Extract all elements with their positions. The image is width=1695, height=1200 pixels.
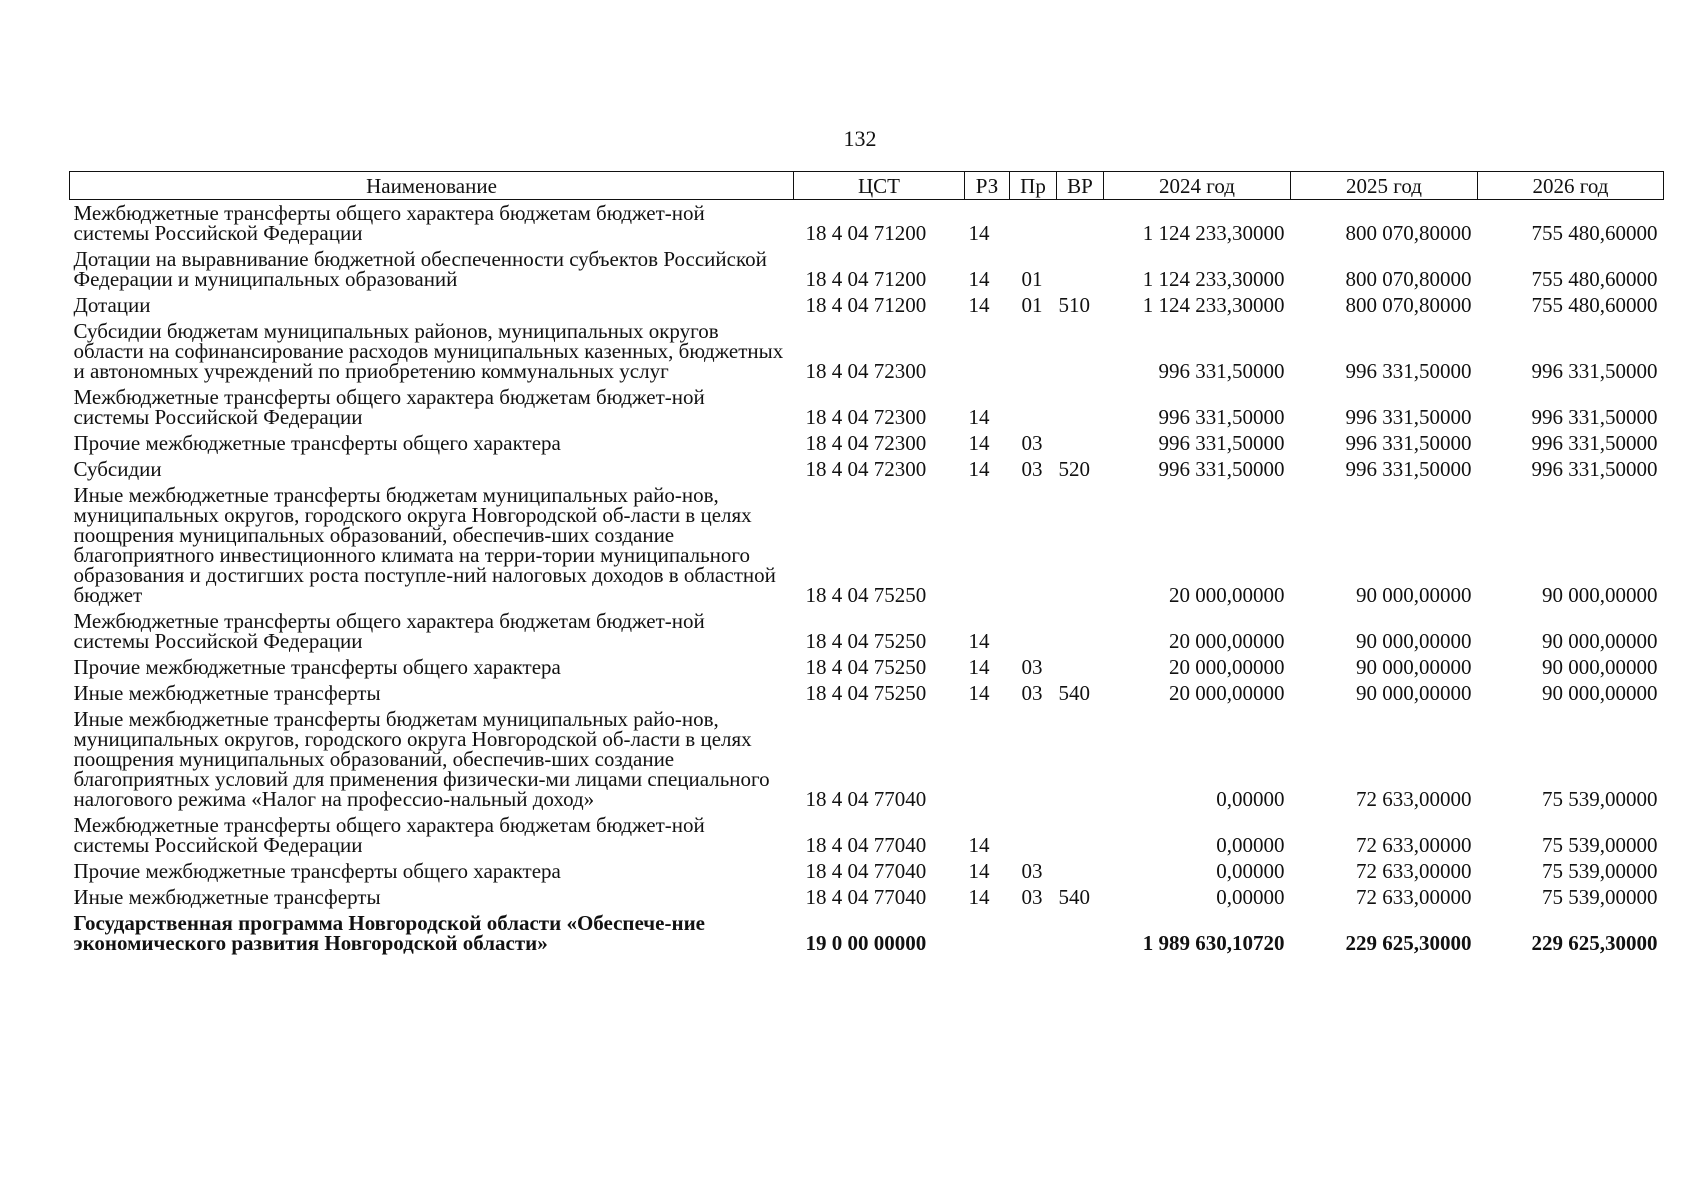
header-2025: 2025 год (1291, 172, 1478, 200)
row-pr: 03 (1021, 655, 1043, 679)
row-vr (1057, 318, 1104, 384)
row-value-2024: 20 000,00000 (1169, 681, 1285, 705)
row-value-2026: 996 331,50000 (1531, 405, 1658, 429)
row-value-2025: 72 633,00000 (1356, 885, 1472, 909)
header-2024: 2024 год (1104, 172, 1291, 200)
row-vr (1057, 246, 1104, 292)
row-value-2024: 1 989 630,10720 (1142, 931, 1285, 955)
row-pr (1010, 608, 1057, 654)
row-value-2025: 90 000,00000 (1356, 583, 1472, 607)
row-value-2026: 75 539,00000 (1542, 885, 1658, 909)
row-rz: 14 (968, 681, 990, 705)
row-cst: 18 4 04 72300 (805, 457, 927, 481)
table-header (70, 172, 1664, 200)
row-value-2024: 1 124 233,30000 (1142, 267, 1285, 291)
row-value-2025: 72 633,00000 (1356, 787, 1472, 811)
row-name: Межбюджетные трансферты общего характера бюджетам бюджет-ной системы Российской Федерации (73, 609, 705, 653)
row-cst: 18 4 04 75250 (805, 655, 927, 679)
row-value-2026: 90 000,00000 (1542, 583, 1658, 607)
row-rz (965, 910, 1010, 956)
row-cst: 18 4 04 75250 (805, 629, 927, 653)
table-row (70, 456, 1664, 482)
row-value-2025: 996 331,50000 (1345, 431, 1472, 455)
row-value-2026: 75 539,00000 (1542, 833, 1658, 857)
row-rz: 14 (968, 457, 990, 481)
table-row (70, 608, 1664, 654)
header-2026: 2026 год (1478, 172, 1664, 200)
header-cst: ЦСТ (794, 172, 965, 200)
row-value-2024: 20 000,00000 (1169, 629, 1285, 653)
row-vr (1057, 706, 1104, 812)
row-pr: 03 (1021, 885, 1043, 909)
row-pr: 03 (1021, 681, 1043, 705)
row-vr: 510 (1058, 293, 1090, 317)
row-cst: 18 4 04 71200 (805, 221, 927, 245)
row-cst: 18 4 04 77040 (805, 859, 927, 883)
row-name: Прочие межбюджетные трансферты общего характера (73, 431, 561, 455)
table-row (70, 200, 1664, 247)
row-pr (1010, 910, 1057, 956)
header-rz: РЗ (965, 172, 1010, 200)
row-rz: 14 (968, 885, 990, 909)
row-name: Иные межбюджетные трансферты бюджетам муниципальных райо-нов, муниципальных округов, городского округа Новгородской об-ласти в целях поощрения муниципальных образований, обеспечив-ших создание благоприятного инвестиционного климата на терри-тории муниципального образования и достигших роста поступле-ний налоговых доходов в областной бюджет (73, 483, 776, 607)
row-value-2025: 90 000,00000 (1356, 629, 1472, 653)
row-pr (1010, 706, 1057, 812)
row-value-2026: 755 480,60000 (1531, 293, 1658, 317)
row-pr: 03 (1021, 431, 1043, 455)
row-value-2026: 755 480,60000 (1531, 221, 1658, 245)
row-cst: 18 4 04 77040 (805, 833, 927, 857)
row-rz: 14 (968, 221, 990, 245)
row-name: Иные межбюджетные трансферты бюджетам муниципальных райо-нов, муниципальных округов, городского округа Новгородской об-ласти в целях поощрения муниципальных образований, обеспечив-ших создание благоприятных условий для применения физически-ми лицами специального налогового режима «Налог на профессио-нальный доход» (73, 707, 770, 811)
row-name: Прочие межбюджетные трансферты общего характера (73, 859, 561, 883)
row-cst: 18 4 04 72300 (805, 405, 927, 429)
row-name: Межбюджетные трансферты общего характера бюджетам бюджет-ной системы Российской Федерации (73, 201, 705, 245)
row-value-2025: 996 331,50000 (1345, 457, 1472, 481)
row-vr (1057, 384, 1104, 430)
row-value-2024: 1 124 233,30000 (1142, 221, 1285, 245)
row-value-2024: 0,00000 (1216, 833, 1285, 857)
row-pr: 01 (1021, 267, 1043, 291)
row-vr (1057, 200, 1104, 247)
row-name: Субсидии бюджетам муниципальных районов, муниципальных округов области на софинансирование расходов муниципальных казенных, бюджетных и автономных учреждений по приобретению коммунальных услуг (73, 319, 784, 383)
row-rz: 14 (968, 293, 990, 317)
row-rz: 14 (968, 629, 990, 653)
row-name: Субсидии (73, 457, 162, 481)
row-pr: 03 (1021, 859, 1043, 883)
table-row (70, 654, 1664, 680)
row-value-2024: 0,00000 (1216, 885, 1285, 909)
row-rz: 14 (968, 431, 990, 455)
table-row (70, 858, 1664, 884)
row-name: Иные межбюджетные трансферты (73, 681, 381, 705)
row-value-2024: 20 000,00000 (1169, 655, 1285, 679)
row-value-2026: 755 480,60000 (1531, 267, 1658, 291)
row-rz (965, 706, 1010, 812)
row-value-2024: 1 124 233,30000 (1142, 293, 1285, 317)
row-pr (1010, 200, 1057, 247)
row-value-2026: 75 539,00000 (1542, 859, 1658, 883)
row-value-2026: 996 331,50000 (1531, 431, 1658, 455)
row-value-2026: 229 625,30000 (1531, 931, 1658, 955)
row-vr: 540 (1058, 885, 1090, 909)
row-rz: 14 (968, 859, 990, 883)
row-value-2026: 90 000,00000 (1542, 681, 1658, 705)
row-vr: 520 (1058, 457, 1090, 481)
row-name: Дотации на выравнивание бюджетной обеспеченности субъектов Российской Федерации и муниципальных образований (73, 247, 767, 291)
row-value-2024: 0,00000 (1216, 859, 1285, 883)
row-value-2025: 996 331,50000 (1345, 405, 1472, 429)
row-value-2024: 996 331,50000 (1158, 405, 1285, 429)
row-value-2024: 996 331,50000 (1158, 359, 1285, 383)
row-pr (1010, 812, 1057, 858)
row-cst: 18 4 04 71200 (805, 293, 927, 317)
header-pr: Пр (1010, 172, 1057, 200)
row-value-2025: 800 070,80000 (1345, 221, 1472, 245)
row-rz: 14 (968, 833, 990, 857)
row-value-2025: 72 633,00000 (1356, 833, 1472, 857)
row-value-2025: 229 625,30000 (1345, 931, 1472, 955)
row-value-2026: 996 331,50000 (1531, 457, 1658, 481)
row-name: Иные межбюджетные трансферты (73, 885, 381, 909)
table-row (70, 430, 1664, 456)
row-value-2025: 90 000,00000 (1356, 655, 1472, 679)
row-cst: 18 4 04 72300 (805, 359, 927, 383)
row-value-2026: 996 331,50000 (1531, 359, 1658, 383)
table-body (70, 200, 1664, 957)
row-value-2026: 90 000,00000 (1542, 629, 1658, 653)
table-row (70, 680, 1664, 706)
row-vr (1057, 910, 1104, 956)
row-vr (1057, 482, 1104, 608)
row-rz: 14 (968, 655, 990, 679)
row-value-2024: 996 331,50000 (1158, 431, 1285, 455)
row-cst: 18 4 04 72300 (805, 431, 927, 455)
row-name: Государственная программа Новгородской области «Обеспече-ние экономического развития Новгородской области» (73, 911, 705, 955)
row-name: Дотации (73, 293, 151, 317)
table-row (70, 482, 1664, 608)
row-vr (1057, 858, 1104, 884)
row-value-2025: 996 331,50000 (1345, 359, 1472, 383)
row-cst: 18 4 04 77040 (805, 885, 927, 909)
row-vr (1057, 812, 1104, 858)
row-cst: 18 4 04 71200 (805, 267, 927, 291)
table-row (70, 812, 1664, 858)
header-vr: ВР (1057, 172, 1104, 200)
row-pr: 01 (1021, 293, 1043, 317)
row-vr: 540 (1058, 681, 1090, 705)
row-value-2026: 75 539,00000 (1542, 787, 1658, 811)
row-vr (1057, 608, 1104, 654)
header-name: Наименование (70, 172, 794, 200)
row-value-2024: 20 000,00000 (1169, 583, 1285, 607)
row-value-2025: 72 633,00000 (1356, 859, 1472, 883)
table-row (70, 910, 1664, 956)
row-cst: 18 4 04 75250 (805, 583, 927, 607)
row-rz: 14 (968, 267, 990, 291)
table-row (70, 246, 1664, 292)
row-rz (965, 482, 1010, 608)
table-row (70, 884, 1664, 910)
row-name: Прочие межбюджетные трансферты общего характера (73, 655, 561, 679)
row-value-2024: 996 331,50000 (1158, 457, 1285, 481)
row-cst: 18 4 04 77040 (805, 787, 927, 811)
row-pr (1010, 384, 1057, 430)
table-row (70, 292, 1664, 318)
row-cst: 18 4 04 75250 (805, 681, 927, 705)
table-row (70, 318, 1664, 384)
row-name: Межбюджетные трансферты общего характера бюджетам бюджет-ной системы Российской Федерации (73, 813, 705, 857)
row-rz (965, 318, 1010, 384)
row-name: Межбюджетные трансферты общего характера бюджетам бюджет-ной системы Российской Федерации (73, 385, 705, 429)
row-vr (1057, 654, 1104, 680)
row-value-2025: 800 070,80000 (1345, 267, 1472, 291)
row-vr (1057, 430, 1104, 456)
budget-table (69, 171, 1664, 956)
row-value-2025: 800 070,80000 (1345, 293, 1472, 317)
row-pr (1010, 482, 1057, 608)
page-number: 132 (843, 126, 877, 151)
row-value-2024: 0,00000 (1216, 787, 1285, 811)
row-value-2026: 90 000,00000 (1542, 655, 1658, 679)
row-rz: 14 (968, 405, 990, 429)
row-pr (1010, 318, 1057, 384)
row-pr: 03 (1021, 457, 1043, 481)
row-value-2025: 90 000,00000 (1356, 681, 1472, 705)
table-row (70, 384, 1664, 430)
table-row (70, 706, 1664, 812)
row-cst: 19 0 00 00000 (805, 931, 927, 955)
